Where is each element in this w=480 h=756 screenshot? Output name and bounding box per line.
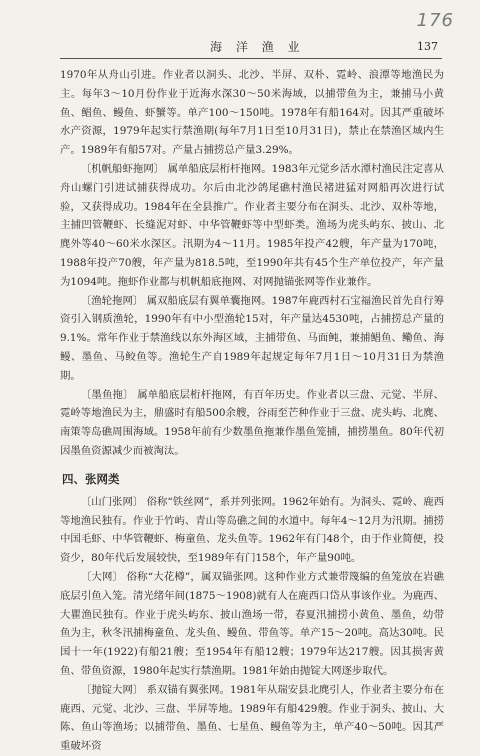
section-heading: 四、张网类 [62, 471, 120, 486]
body-text [60, 66, 444, 756]
paragraph: 〔墨鱼拖〕 属单船底层桁杆拖网，有百年历史。作业者以三盘、元觉、半屏、霓岭等地渔民为主，鼎盛时有船500余艘，谷雨至芒种作业于三盘、虎头屿、北麂、南策等岛礁周围海域。1958年前有少数墨鱼拖兼作墨鱼笼捕，捕捞墨鱼。80年代初因墨鱼资源减少而被淘汰。 [60, 388, 444, 457]
page-number: 137 [417, 40, 438, 53]
running-title: 海 洋 渔 业 [210, 40, 305, 54]
paragraph: 〔抛锭大网〕 系双锚有翼张网。1981年从瑞安县北麂引人，作业者主要分布在鹿西、元觉、北沙、三盘、半屏等地。1989年有船429艘。作业于洞头、披山、大陈、鱼山等渔场；以捕带鱼、墨鱼、七星鱼、鳗鱼等为主，单产40～50吨。因其严重破坏资 [60, 683, 444, 753]
paragraph: 〔山门张网〕 俗称“铁丝网”，系并列张网。1962年始有。为洞头、霓岭、鹿西等地渔民独有。作业于竹屿、青山等岛礁之间的水道中。每年4～12月为汛期。捕捞中国毛虾、中华管鞭虾、梅童鱼、龙头鱼等。1962年有门48个，由于作业简便，投资少，80年代后发展较快，至1989年有门158个，年产量90吨。 [60, 495, 444, 565]
handwritten-page-number: 176 [416, 10, 454, 31]
paragraph: 〔渔轮拖网〕 属双船底层有翼单囊拖网。1987年鹿西村石宝福渔民首先自行筹资引入钢质渔轮，1990年有中小型渔轮15对，年产量达4530吨，占捕捞总产量的9.1%。常年作业于禁渔线以东外海区域，主捕带鱼、马面鲀，兼捕鲳鱼、鳓鱼、海鳗、墨鱼、马鲛鱼等。渔轮生产自1989年起规定每年7月1日～10月31日为禁渔期。 [60, 294, 444, 382]
paragraph: 〔大网〕 俗称“大花樽”，属双锚张网。这种作业方式兼带篾编的鱼笼放在岩礁底层引鱼入笼。清光绪年间(1875～1908)就有人在鹿西口岱从事该作业。为鹿西、大瞿渔民独有。作业于虎头屿东、披山渔场一带，春夏汛捕捞小黄鱼、墨鱼，幼带鱼为主，秋冬汛捕梅童鱼、龙头鱼、鳗鱼、带鱼等。单产15～20吨。高达30吨。民国十一年(1922)有船21艘；至1954年有船12艘；1979年达217艘。因其损害黄鱼、带鱼资源，1980年起实行禁渔期。1981年始由抛锭大网逐步取代。 [60, 570, 444, 677]
running-header [60, 36, 442, 59]
paragraph: 1970年从舟山引进。作业者以洞头、北沙、半屏、双朴、霓岭、浪潭等地渔民为主。每年3～10月份作业于近海水深30～50米海域，以捕带鱼为主，兼捕马小黄鱼、鲳鱼、鳗鱼、虾蟹等。单产100～150吨。1978年有船164对。因其严重破坏水产资源，1979年起实行禁渔期(每年7月1日至10月31日)，禁止在禁渔区域内生产。1989年有船57对。产量占捕捞总产量3.29%。 [60, 69, 444, 157]
paragraph: 〔机帆船虾拖网〕 属单船底层桁杆拖网。1983年元觉乡活水潭村渔民注定喜从舟山螺门引进试捕获得成功。尔后由北沙鸽尾礁村渔民褚进猛对网船再次进行试验，又获得成功。1984年在全县推广。作业者主要分布在洞头、北沙、双朴等地，主捕凹管鞭虾、长缝泥对虾、中华管鞭虾等中型虾类。渔场为虎头屿东、披山、北麂外等40～60米水深区。汛期为4～11月。1985年投产42艘，年产量为170吨，1988年投产70艘，年产量为818.5吨，至1990年共有45个生产单位投产，年产量为1094吨。拖虾作业都与机帆船底拖网、对网抛锚张网等作业兼作。 [60, 162, 444, 288]
